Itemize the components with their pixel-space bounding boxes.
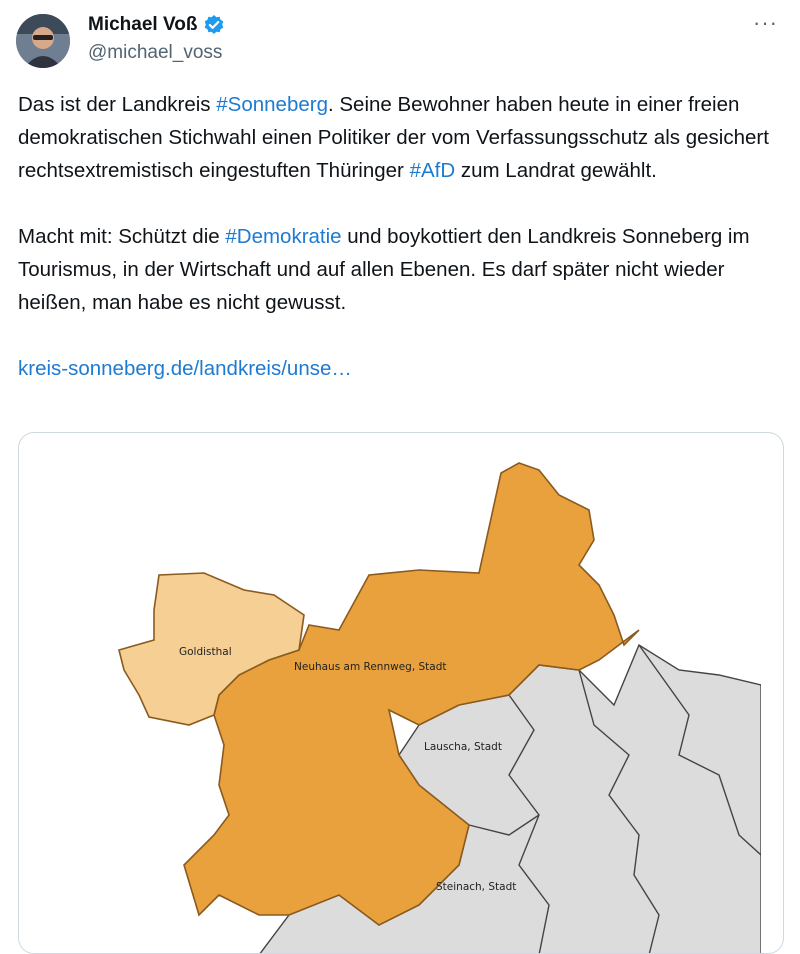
media-card[interactable] bbox=[18, 432, 784, 954]
paragraph-1 bbox=[18, 88, 788, 187]
more-options-icon[interactable]: ··· bbox=[753, 10, 778, 35]
text-segment: . Seine Bewohner haben heute in einer freien demokratischen Stichwahl einen Politiker der vom Verfassungsschutz als gesichert rechtsextremistisch eingestuften Thüringer bbox=[18, 93, 769, 182]
hashtag-demokratie[interactable]: #Demokratie bbox=[225, 225, 342, 248]
paragraph-2 bbox=[18, 220, 788, 319]
hashtag-afd[interactable]: #AfD bbox=[409, 159, 456, 182]
paragraph-3 bbox=[18, 352, 788, 385]
text-segment: Das ist der Landkreis bbox=[18, 93, 217, 116]
map-label-lauscha: Lauscha, Stadt bbox=[424, 741, 502, 753]
verified-badge-icon bbox=[203, 14, 225, 36]
map-label-neuhaus: Neuhaus am Rennweg, Stadt bbox=[294, 661, 447, 673]
tweet-text bbox=[18, 88, 788, 385]
map-label-steinach: Steinach, Stadt bbox=[436, 881, 517, 893]
hashtag-sonneberg[interactable]: #Sonneberg bbox=[216, 93, 328, 116]
handle[interactable]: @michael_voss bbox=[88, 42, 223, 63]
text-segment: zum Landrat gewählt. bbox=[455, 159, 657, 182]
display-name[interactable]: Michael Voß bbox=[88, 14, 198, 35]
map-image bbox=[39, 455, 761, 954]
avatar[interactable] bbox=[16, 14, 70, 68]
author-row bbox=[88, 14, 225, 36]
text-segment: und boykottiert den Landkreis Sonneberg im Tourismus, in der Wirtschaft und auf allen Ebenen. Es darf später nicht wieder heißen, man habe es nicht gewusst. bbox=[18, 225, 750, 314]
map-label-goldisthal: Goldisthal bbox=[179, 646, 232, 658]
text-segment: Macht mit: Schützt die bbox=[18, 225, 226, 248]
tweet-link[interactable]: kreis-sonneberg.de/landkreis/unse… bbox=[18, 357, 352, 380]
